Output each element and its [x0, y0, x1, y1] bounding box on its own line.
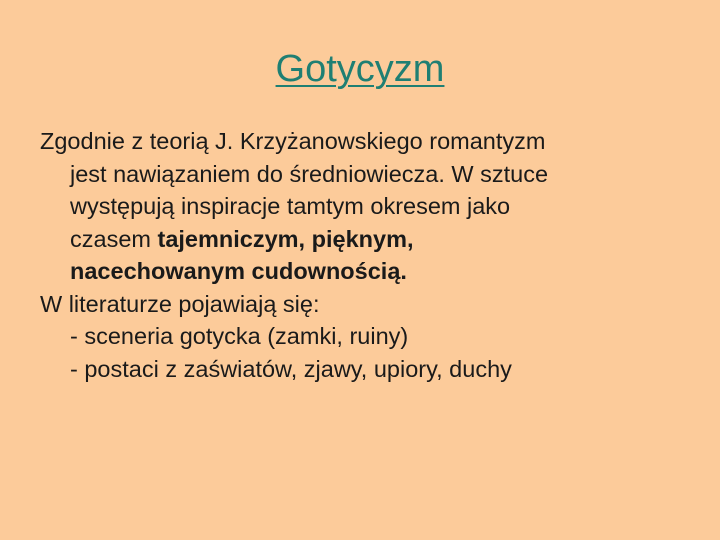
- body-line-1: Zgodnie z teorią J. Krzyżanowskiego romantyzm: [40, 128, 546, 154]
- slide-body: [40, 125, 700, 385]
- list-item: - postaci z zaświatów, zjawy, upiory, duchy: [70, 355, 512, 382]
- body-line-2: jest nawiązaniem do średniowiecza. W sztuce: [70, 160, 549, 187]
- body-line-4: [40, 223, 700, 256]
- list-item: - sceneria gotycka (zamki, ruiny): [70, 323, 409, 349]
- body-line-5: nacechowanym cudownością.: [70, 258, 407, 284]
- body-line-3: występują inspiracje tamtym okresem jako: [70, 193, 511, 219]
- body-line-6-intro: W literaturze pojawiają się:: [40, 290, 320, 317]
- slide-title-text: Gotycyzm: [275, 48, 445, 90]
- body-line-4-bold: tajemniczym, pięknym,: [157, 225, 414, 252]
- slide-title: [0, 46, 720, 92]
- body-line-4-prefix: czasem: [70, 225, 158, 252]
